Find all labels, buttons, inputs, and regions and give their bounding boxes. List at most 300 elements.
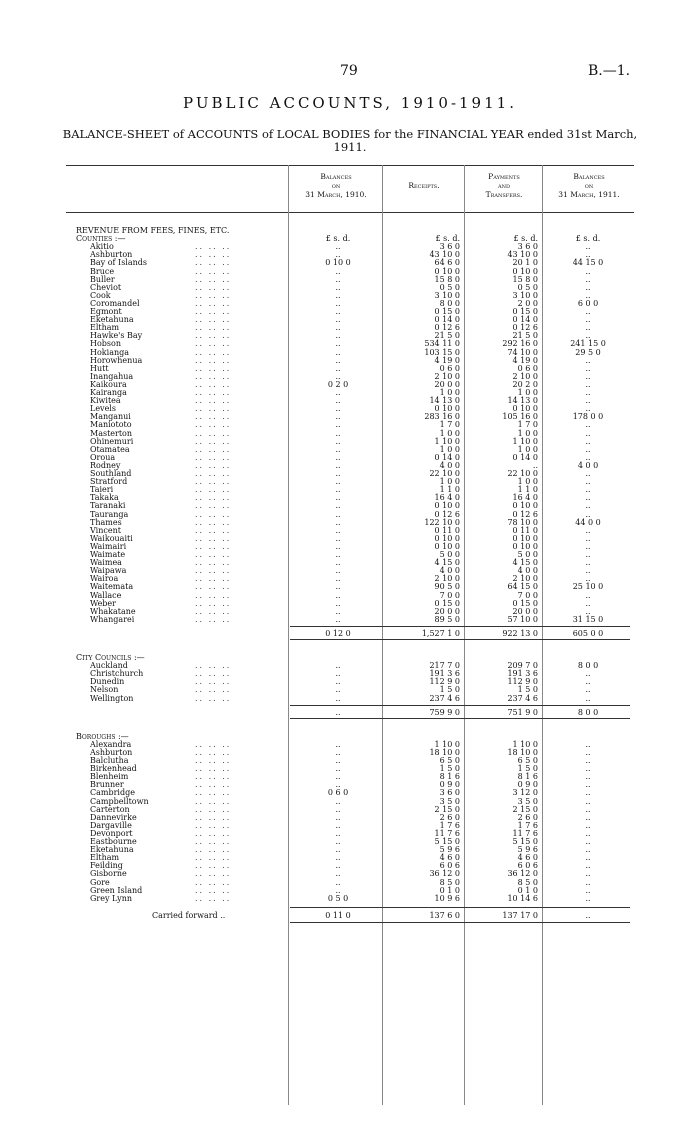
row-value: .. xyxy=(585,388,591,397)
row-value: .. xyxy=(335,347,341,357)
row-value: 209 7 0 xyxy=(507,661,538,671)
row-value: .. xyxy=(335,582,341,592)
row-name: Dunedin xyxy=(90,677,125,687)
row-value: .. xyxy=(585,242,591,252)
leader-dots: .. .. .. xyxy=(195,396,232,406)
row-value: 5 9 6 xyxy=(439,845,460,855)
row-value: .. xyxy=(335,772,341,782)
col-balances-close: Balances on 31 March, 1911. xyxy=(558,172,620,199)
leader-dots: .. .. .. xyxy=(195,869,232,879)
row-value: 0 9 0 xyxy=(517,780,538,790)
page-number: 79 xyxy=(340,63,358,79)
row-value: 241 15 0 xyxy=(570,339,606,349)
row-name: Horowhenua xyxy=(90,355,143,365)
row-value: 237 4 6 xyxy=(429,693,460,703)
leader-dots: .. .. .. xyxy=(195,323,232,333)
row-value: .. xyxy=(585,493,591,503)
leader-dots: .. .. .. xyxy=(195,469,232,478)
currency-label: £ s. d. xyxy=(575,234,601,244)
row-value: 29 5 0 xyxy=(575,347,601,357)
row-value: 5 9 6 xyxy=(517,845,538,855)
row-value: 22 10 0 xyxy=(507,469,538,478)
row-value: .. xyxy=(335,574,341,584)
carried-forward-value: 137 17 0 xyxy=(502,910,538,920)
row-value: .. xyxy=(585,550,591,559)
row-value: .. xyxy=(335,525,341,535)
row-name: Bay of Islands xyxy=(90,258,148,268)
row-value: .. xyxy=(585,420,591,430)
row-value: .. xyxy=(585,290,591,300)
row-value: .. xyxy=(335,323,341,333)
row-value: .. xyxy=(335,533,341,543)
row-value: 3 6 0 xyxy=(439,242,460,252)
row-value: 4 6 0 xyxy=(517,853,538,863)
row-value: .. xyxy=(335,396,341,406)
row-name: Vincent xyxy=(90,525,121,535)
row-value: .. xyxy=(335,460,341,470)
leader-dots: .. .. .. xyxy=(195,412,232,422)
leader-dots: .. .. .. xyxy=(195,258,232,268)
total-top-rule xyxy=(290,626,630,627)
row-value: .. xyxy=(335,355,341,365)
row-value: .. xyxy=(335,606,341,616)
leader-dots: .. .. .. xyxy=(195,796,232,806)
row-value: 44 15 0 xyxy=(572,258,604,268)
row-value: .. xyxy=(585,669,591,679)
leader-dots: .. .. .. xyxy=(195,347,232,357)
row-name: Inangahua xyxy=(90,371,134,381)
currency-label: £ s. d. xyxy=(325,234,351,244)
row-name: Dargaville xyxy=(90,820,132,830)
row-value: .. xyxy=(585,796,591,806)
row-value: 0 10 0 xyxy=(434,266,460,276)
row-value: 64 6 0 xyxy=(434,258,460,268)
row-value: 1 0 0 xyxy=(439,428,460,438)
row-name: Feilding xyxy=(90,861,123,871)
row-value: .. xyxy=(585,869,591,879)
row-value: .. xyxy=(335,477,341,487)
row-value: .. xyxy=(335,250,341,260)
row-value: 8 1 6 xyxy=(439,772,460,782)
row-value: .. xyxy=(335,747,341,757)
section-total xyxy=(0,629,700,638)
row-value: 11 7 6 xyxy=(434,828,460,838)
leader-dots: .. .. .. xyxy=(195,379,232,389)
row-value: 0 15 0 xyxy=(512,598,538,608)
row-value: 191 3 6 xyxy=(507,669,538,679)
row-name: Stratford xyxy=(90,477,128,487)
row-value: .. xyxy=(335,566,341,576)
table-row xyxy=(0,694,700,703)
row-name: Thames xyxy=(90,517,122,527)
row-value: 0 14 0 xyxy=(434,452,460,462)
row-value: 0 10 0 xyxy=(434,533,460,543)
leader-dots: .. .. .. xyxy=(195,820,232,830)
row-value: 3 6 0 xyxy=(439,788,460,798)
total-value: 922 13 0 xyxy=(502,628,538,638)
row-value: .. xyxy=(585,525,591,535)
row-value: 292 16 0 xyxy=(502,339,538,349)
row-value: .. xyxy=(335,331,341,341)
leader-dots: .. .. .. xyxy=(195,250,232,260)
row-value: .. xyxy=(335,307,341,316)
row-value: 0 10 0 xyxy=(434,501,460,511)
row-value: .. xyxy=(335,780,341,790)
row-value: 1 0 0 xyxy=(439,477,460,487)
leader-dots: .. .. .. xyxy=(195,812,232,822)
leader-dots: .. .. .. xyxy=(195,493,232,503)
row-value: .. xyxy=(335,242,341,252)
row-value: .. xyxy=(585,590,591,600)
leader-dots: .. .. .. xyxy=(195,828,232,838)
leader-dots: .. .. .. xyxy=(195,444,232,454)
row-name: Waikouaiti xyxy=(90,533,133,543)
leader-dots: .. .. .. xyxy=(195,355,232,365)
row-name: Kairanga xyxy=(90,388,127,397)
row-value: 1 7 6 xyxy=(439,820,460,830)
row-value: .. xyxy=(335,404,341,414)
row-name: Kaikoura xyxy=(90,379,127,389)
row-value: .. xyxy=(335,298,341,308)
leader-dots: .. .. .. xyxy=(195,788,232,798)
row-value: 0 5 0 xyxy=(517,282,538,292)
row-value: .. xyxy=(335,828,341,838)
table-row xyxy=(0,894,700,903)
total-value: 759 9 0 xyxy=(429,707,460,717)
row-name: Waimea xyxy=(90,558,122,568)
row-value: 0 10 0 xyxy=(325,258,351,268)
leader-dots: .. .. .. xyxy=(195,371,232,381)
row-name: Taieri xyxy=(90,485,114,495)
row-value: .. xyxy=(335,541,341,551)
row-value: .. xyxy=(585,436,591,446)
row-value: 1 0 0 xyxy=(517,428,538,438)
row-name: Eastbourne xyxy=(90,837,137,846)
row-value: 1 10 0 xyxy=(512,436,538,446)
row-value: 1 5 0 xyxy=(439,685,460,695)
row-value: .. xyxy=(585,428,591,438)
col-receipts: Receipts. xyxy=(408,181,440,190)
row-name: Wallace xyxy=(90,590,122,600)
row-value: 2 10 0 xyxy=(434,574,460,584)
row-value: .. xyxy=(585,739,591,749)
row-value: .. xyxy=(585,606,591,616)
row-value: 14 13 0 xyxy=(507,396,538,406)
row-name: Manganui xyxy=(90,412,131,422)
row-value: .. xyxy=(335,469,341,478)
row-value: .. xyxy=(335,614,341,624)
row-value: .. xyxy=(585,274,591,284)
row-value: 8 1 6 xyxy=(517,772,538,782)
leader-dots: .. .. .. xyxy=(195,274,232,284)
row-value: 112 9 0 xyxy=(429,677,460,687)
row-value: .. xyxy=(585,509,591,519)
leader-dots: .. .. .. xyxy=(195,780,232,790)
leader-dots: .. .. .. xyxy=(195,501,232,511)
row-value: .. xyxy=(532,460,538,470)
row-value: .. xyxy=(585,331,591,341)
row-name: Eltham xyxy=(90,853,120,863)
row-name: Egmont xyxy=(90,307,122,316)
leader-dots: .. .. .. xyxy=(195,756,232,765)
row-value: 0 6 0 xyxy=(517,363,538,373)
row-value: .. xyxy=(585,541,591,551)
row-value: 4 15 0 xyxy=(434,558,460,568)
row-value: 8 0 0 xyxy=(577,661,599,671)
row-value: .. xyxy=(585,756,591,765)
row-value: .. xyxy=(585,355,591,365)
row-value: .. xyxy=(585,250,591,260)
row-value: 43 10 0 xyxy=(507,250,538,260)
row-name: Taranaki xyxy=(90,501,126,511)
row-value: .. xyxy=(335,550,341,559)
row-value: .. xyxy=(335,558,341,568)
row-value: 0 10 0 xyxy=(512,501,538,511)
row-value: .. xyxy=(335,501,341,511)
row-name: Akitio xyxy=(90,242,114,252)
row-value: 44 0 0 xyxy=(575,517,601,527)
row-value: .. xyxy=(335,315,341,325)
row-name: Coromandel xyxy=(90,298,140,308)
total-value: 8 0 0 xyxy=(577,707,599,717)
leader-dots: .. .. .. xyxy=(195,837,232,846)
leader-dots: .. .. .. xyxy=(195,242,232,252)
row-name: Bruce xyxy=(90,266,115,276)
row-value: .. xyxy=(585,566,591,576)
row-name: Devonport xyxy=(90,828,133,838)
row-value: .. xyxy=(585,685,591,695)
row-value: .. xyxy=(335,885,341,895)
row-name: Oroua xyxy=(90,452,116,462)
row-value: 2 10 0 xyxy=(512,574,538,584)
row-value: 0 11 0 xyxy=(434,525,460,535)
leader-dots: .. .. .. xyxy=(195,315,232,325)
row-value: .. xyxy=(335,739,341,749)
leader-dots: .. .. .. xyxy=(195,853,232,863)
row-value: .. xyxy=(335,412,341,422)
row-name: Campbelltown xyxy=(90,796,149,806)
row-value: 217 7 0 xyxy=(429,661,460,671)
leader-dots: .. .. .. xyxy=(195,893,232,903)
row-value: .. xyxy=(585,812,591,822)
row-value: 22 10 0 xyxy=(429,469,460,478)
total-bottom-rule xyxy=(290,639,630,640)
row-name: Masterton xyxy=(90,428,133,438)
row-value: 0 12 6 xyxy=(512,509,538,519)
leader-dots: .. .. .. xyxy=(195,804,232,814)
leader-dots: .. .. .. xyxy=(195,428,232,438)
row-name: Cambridge xyxy=(90,788,135,798)
row-value: 4 19 0 xyxy=(434,355,460,365)
row-value: 7 0 0 xyxy=(439,590,460,600)
row-name: Waipawa xyxy=(90,566,127,576)
row-value: 237 4 6 xyxy=(507,693,538,703)
carried-forward-value: .. xyxy=(585,910,591,920)
row-value: 20 0 0 xyxy=(512,606,538,616)
row-name: Wairoa xyxy=(90,574,119,584)
row-value: 1 0 0 xyxy=(517,444,538,454)
row-value: 1 5 0 xyxy=(517,685,538,695)
row-value: 21 5 0 xyxy=(512,331,538,341)
section-heading-label: City Councils :— xyxy=(76,653,145,662)
row-name: Waimairi xyxy=(90,541,127,551)
row-value: 0 10 0 xyxy=(512,541,538,551)
page-reference: B.—1. xyxy=(588,63,631,79)
row-value: 8 5 0 xyxy=(517,877,538,887)
row-name: Auckland xyxy=(90,661,128,671)
row-value: .. xyxy=(585,379,591,389)
row-value: .. xyxy=(335,493,341,503)
row-value: 4 0 0 xyxy=(517,566,538,576)
row-value: .. xyxy=(585,853,591,863)
row-value: .. xyxy=(335,436,341,446)
row-value: .. xyxy=(585,533,591,543)
row-value: 4 6 0 xyxy=(439,853,460,863)
total-top-rule xyxy=(290,705,630,706)
row-value: 2 15 0 xyxy=(512,804,538,814)
row-value: 43 10 0 xyxy=(429,250,460,260)
leader-dots: .. .. .. xyxy=(195,606,232,616)
row-value: .. xyxy=(335,428,341,438)
leader-dots: .. .. .. xyxy=(195,331,232,341)
leader-dots: .. .. .. xyxy=(195,772,232,782)
row-value: .. xyxy=(585,315,591,325)
leader-dots: .. .. .. xyxy=(195,877,232,887)
row-name: Takaka xyxy=(90,493,119,503)
row-value: .. xyxy=(585,845,591,855)
row-value: .. xyxy=(585,677,591,687)
row-name: Blenheim xyxy=(90,772,129,782)
leader-dots: .. .. .. xyxy=(195,420,232,430)
row-name: Otamatea xyxy=(90,444,130,454)
row-value: .. xyxy=(335,282,341,292)
row-value: 1 7 0 xyxy=(517,420,538,430)
row-name: Cheviot xyxy=(90,282,122,292)
leader-dots: .. .. .. xyxy=(195,533,232,543)
row-value: 1 5 0 xyxy=(517,764,538,774)
table-row xyxy=(0,615,700,624)
row-value: .. xyxy=(585,780,591,790)
row-value: .. xyxy=(585,307,591,316)
leader-dots: .. .. .. xyxy=(195,739,232,749)
row-value: 6 5 0 xyxy=(439,756,460,765)
row-value: 7 0 0 xyxy=(517,590,538,600)
row-value: 5 15 0 xyxy=(434,837,460,846)
row-value: .. xyxy=(585,396,591,406)
total-value: 1,527 1 0 xyxy=(421,628,460,638)
row-value: 3 5 0 xyxy=(517,796,538,806)
row-name: Nelson xyxy=(90,685,119,695)
row-value: .. xyxy=(335,509,341,519)
col-balances-open: Balances on 31 March, 1910. xyxy=(305,172,367,199)
row-value: 105 16 0 xyxy=(502,412,538,422)
row-value: 20 1 0 xyxy=(512,258,538,268)
row-name: Waimate xyxy=(90,550,126,559)
row-value: 64 15 0 xyxy=(507,582,538,592)
row-value: .. xyxy=(335,804,341,814)
row-value: .. xyxy=(585,485,591,495)
row-value: .. xyxy=(585,574,591,584)
leader-dots: .. .. .. xyxy=(195,550,232,559)
row-value: .. xyxy=(585,788,591,798)
row-value: 112 9 0 xyxy=(507,677,538,687)
row-value: 0 12 6 xyxy=(512,323,538,333)
row-value: .. xyxy=(585,266,591,276)
row-name: Birkenhead xyxy=(90,764,137,774)
row-name: Gisborne xyxy=(90,869,127,879)
col-payments: Payments and Transfers. xyxy=(485,172,523,199)
row-name: Dannevirke xyxy=(90,812,137,822)
row-value: 36 12 0 xyxy=(429,869,460,879)
leader-dots: .. .. .. xyxy=(195,582,232,592)
row-name: Weber xyxy=(90,598,116,608)
row-value: 0 10 0 xyxy=(512,533,538,543)
row-value: .. xyxy=(585,693,591,703)
row-name: Hawke's Bay xyxy=(90,331,143,341)
row-value: 78 10 0 xyxy=(507,517,538,527)
row-value: 21 5 0 xyxy=(434,331,460,341)
row-name: Waitemata xyxy=(90,582,134,592)
row-value: 0 1 0 xyxy=(517,885,538,895)
page-subtitle: BALANCE-SHEET of ACCOUNTS of LOCAL BODIES for the FINANCIAL YEAR ended 31st March, 1911. xyxy=(62,127,638,154)
row-value: 0 1 0 xyxy=(439,885,460,895)
row-value: .. xyxy=(335,339,341,349)
row-value: 2 10 0 xyxy=(512,371,538,381)
leader-dots: .. .. .. xyxy=(195,614,232,624)
row-value: 36 12 0 xyxy=(507,869,538,879)
row-value: 15 8 0 xyxy=(512,274,538,284)
row-name: Ohinemuri xyxy=(90,436,134,446)
row-value: 16 4 0 xyxy=(512,493,538,503)
row-value: .. xyxy=(585,452,591,462)
row-name: Southland xyxy=(90,469,132,478)
row-value: .. xyxy=(335,485,341,495)
total-value: 751 9 0 xyxy=(507,707,538,717)
row-value: 2 10 0 xyxy=(434,371,460,381)
row-value: .. xyxy=(585,323,591,333)
row-value: 3 10 0 xyxy=(434,290,460,300)
row-value: .. xyxy=(335,869,341,879)
carried-forward-row xyxy=(0,911,700,920)
leader-dots: .. .. .. xyxy=(195,404,232,414)
row-value: 57 10 0 xyxy=(507,614,538,624)
row-value: .. xyxy=(335,812,341,822)
row-value: 6 5 0 xyxy=(517,756,538,765)
section-heading-label: Counties :— xyxy=(76,234,126,244)
row-value: 0 9 0 xyxy=(439,780,460,790)
leader-dots: .. .. .. xyxy=(195,290,232,300)
row-value: .. xyxy=(585,598,591,608)
currency-label: £ s. d. xyxy=(435,234,460,244)
row-value: 2 0 0 xyxy=(517,298,538,308)
row-value: .. xyxy=(335,590,341,600)
row-value: .. xyxy=(335,363,341,373)
row-value: .. xyxy=(585,837,591,846)
row-value: .. xyxy=(585,764,591,774)
leader-dots: .. .. .. xyxy=(195,885,232,895)
leader-dots: .. .. .. xyxy=(195,452,232,462)
row-value: 89 5 0 xyxy=(434,614,460,624)
row-value: .. xyxy=(335,796,341,806)
row-value: 20 2 0 xyxy=(512,379,538,389)
row-value: 1 7 0 xyxy=(439,420,460,430)
row-value: 1 1 0 xyxy=(517,485,538,495)
row-value: 0 15 0 xyxy=(434,598,460,608)
row-value: 1 5 0 xyxy=(439,764,460,774)
carried-forward-value: 137 6 0 xyxy=(429,910,460,920)
row-value: 25 10 0 xyxy=(572,582,604,592)
leader-dots: .. .. .. xyxy=(195,693,232,703)
